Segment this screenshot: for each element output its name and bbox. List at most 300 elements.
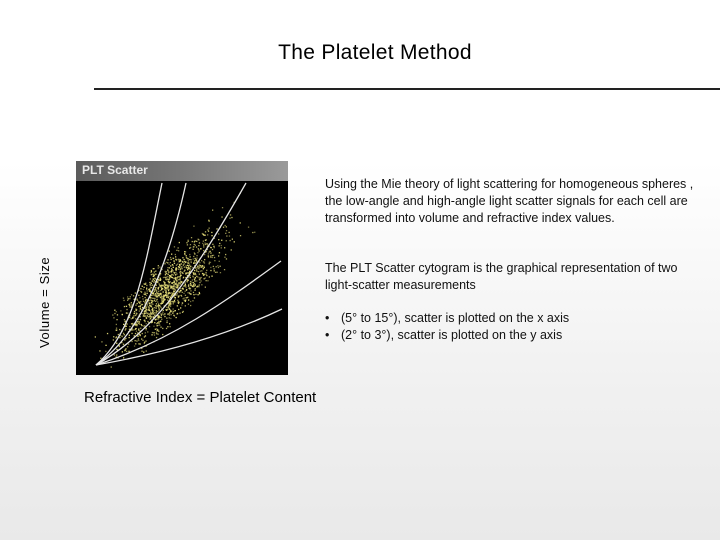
scatter-point (101, 341, 102, 342)
scatter-point (179, 242, 180, 243)
scatter-point (202, 233, 203, 234)
scatter-point (218, 239, 219, 240)
scatter-point (205, 244, 206, 245)
scatter-point (171, 286, 172, 287)
scatter-point (151, 271, 152, 272)
scatter-point (176, 268, 177, 269)
scatter-point (151, 305, 152, 306)
scatter-point (124, 306, 125, 307)
scatter-point (141, 338, 142, 339)
scatter-point (213, 266, 214, 267)
scatter-point (124, 334, 125, 335)
scatter-point (158, 321, 159, 322)
scatter-point (183, 264, 184, 265)
scatter-point (164, 299, 165, 300)
scatter-point (134, 313, 135, 314)
scatter-point (157, 301, 158, 302)
scatter-point (137, 299, 138, 300)
scatter-point (178, 296, 179, 297)
scatter-point (151, 302, 152, 303)
scatter-point (138, 319, 139, 320)
scatter-point (156, 290, 157, 291)
scatter-point (178, 309, 179, 310)
scatter-point (175, 286, 176, 287)
scatter-point (116, 336, 117, 337)
scatter-point (191, 237, 192, 238)
scatter-point (154, 334, 155, 335)
scatter-point (126, 351, 127, 352)
scatter-point (178, 284, 179, 285)
scatter-point (113, 339, 114, 340)
scatter-point (171, 287, 172, 288)
scatter-point (144, 302, 145, 303)
scatter-point (155, 271, 156, 272)
scatter-point (203, 244, 204, 245)
scatter-point (133, 295, 134, 296)
scatter-point (139, 310, 140, 311)
scatter-point (153, 326, 154, 327)
scatter-point (185, 291, 186, 292)
scatter-point (173, 308, 174, 309)
scatter-point (158, 267, 159, 268)
scatter-point (164, 289, 165, 290)
scatter-point (221, 216, 222, 217)
scatter-point (197, 252, 198, 253)
scatter-point (190, 256, 191, 257)
scatter-point (188, 267, 189, 268)
scatter-point (162, 288, 163, 289)
scatter-point (131, 323, 132, 324)
scatter-point (155, 301, 156, 302)
scatter-point (163, 301, 164, 302)
scatter-point (155, 305, 156, 306)
scatter-point (133, 315, 134, 316)
scatter-point (195, 274, 196, 275)
scatter-point (168, 286, 169, 287)
scatter-point (185, 285, 186, 286)
scatter-point (137, 336, 138, 337)
scatter-point (167, 276, 168, 277)
scatter-point (195, 267, 196, 268)
scatter-point (194, 283, 195, 284)
scatter-point (170, 302, 171, 303)
scatter-point (127, 296, 128, 297)
scatter-point (208, 231, 209, 232)
scatter-point (177, 264, 178, 265)
scatter-point (151, 313, 152, 314)
scatter-point (152, 332, 153, 333)
scatter-point (137, 321, 138, 322)
scatter-point (212, 255, 213, 256)
scatter-point (129, 298, 130, 299)
scatter-point (178, 283, 179, 284)
scatter-point (147, 331, 148, 332)
scatter-point (190, 244, 191, 245)
scatter-point (175, 256, 176, 257)
scatter-point (148, 316, 149, 317)
scatter-point (135, 315, 136, 316)
scatter-point (180, 281, 181, 282)
scatter-point (162, 328, 163, 329)
scatter-point (174, 283, 175, 284)
scatter-point (132, 323, 133, 324)
scatter-point (198, 249, 199, 250)
scatter-point (144, 311, 145, 312)
scatter-point (173, 284, 174, 285)
scatter-point (135, 324, 136, 325)
scatter-point (146, 318, 147, 319)
scatter-point (99, 350, 100, 351)
scatter-point (157, 325, 158, 326)
scatter-point (114, 313, 115, 314)
scatter-point (130, 296, 131, 297)
scatter-point (168, 290, 169, 291)
scatter-point (176, 294, 177, 295)
scatter-point (166, 279, 167, 280)
scatter-point (209, 276, 210, 277)
scatter-point (178, 259, 179, 260)
scatter-point (212, 249, 213, 250)
scatter-point (254, 232, 255, 233)
scatter-point (185, 305, 186, 306)
scatter-point (151, 283, 152, 284)
list-item (325, 310, 569, 327)
scatter-point (187, 269, 188, 270)
scatter-point (186, 242, 187, 243)
scatter-point (191, 281, 192, 282)
scatter-point (140, 319, 141, 320)
scatter-point (214, 247, 215, 248)
scatter-point (148, 309, 149, 310)
scatter-point (128, 351, 129, 352)
scatter-point (164, 277, 165, 278)
scatter-point (194, 290, 195, 291)
scatter-point (202, 266, 203, 267)
scatter-point (167, 267, 168, 268)
scatter-point (144, 316, 145, 317)
scatter-point (145, 335, 146, 336)
scatter-point (216, 272, 217, 273)
scatter-point (231, 249, 232, 250)
scatter-point (105, 345, 106, 346)
scatter-point (119, 329, 120, 330)
scatter-point (116, 319, 117, 320)
scatter-point (189, 259, 190, 260)
scatter-point (200, 265, 201, 266)
scatter-point (224, 269, 225, 270)
scatter-point (171, 282, 172, 283)
scatter-point (156, 332, 157, 333)
scatter-point (107, 333, 108, 334)
scatter-point (153, 279, 154, 280)
scatter-point (125, 338, 126, 339)
scatter-point (167, 262, 168, 263)
scatter-point (183, 278, 184, 279)
bullet-icon: • (325, 328, 330, 342)
scatter-point (148, 289, 149, 290)
scatter-point (190, 284, 191, 285)
scatter-point (170, 275, 171, 276)
scatter-point (152, 310, 153, 311)
scatter-point (194, 279, 195, 280)
scatter-point (160, 290, 161, 291)
scatter-point (153, 276, 154, 277)
scatter-point (169, 314, 170, 315)
scatter-point (166, 288, 167, 289)
scatter-point (187, 267, 188, 268)
scatter-point (171, 292, 172, 293)
scatter-point (184, 263, 185, 264)
scatter-point (142, 296, 143, 297)
scatter-point (197, 286, 198, 287)
scatter-point (252, 232, 253, 233)
scatter-point (204, 259, 205, 260)
scatter-point (126, 323, 127, 324)
scatter-point (200, 248, 201, 249)
scatter-point (168, 274, 169, 275)
scatter-point (173, 278, 174, 279)
scatter-point (167, 320, 168, 321)
scatter-point (169, 282, 170, 283)
scatter-point (171, 254, 172, 255)
scatter-point (149, 315, 150, 316)
scatter-point (226, 235, 227, 236)
scatter-point (184, 285, 185, 286)
scatter-point (145, 294, 146, 295)
scatter-point (202, 265, 203, 266)
scatter-point (205, 274, 206, 275)
scatter-point (158, 291, 159, 292)
scatter-point (190, 275, 191, 276)
scatter-point (150, 297, 151, 298)
scatter-point (169, 305, 170, 306)
scatter-point (176, 269, 177, 270)
scatter-point (128, 304, 129, 305)
scatter-point (184, 298, 185, 299)
scatter-point (188, 286, 189, 287)
scatter-point (168, 272, 169, 273)
scatter-point (190, 266, 191, 267)
scatter-point (135, 318, 136, 319)
scatter-point (158, 304, 159, 305)
scatter-point (169, 303, 170, 304)
scatter-point (187, 281, 188, 282)
scatter-point (176, 279, 177, 280)
scatter-point (163, 292, 164, 293)
scatter-point (196, 246, 197, 247)
scatter-point (154, 300, 155, 301)
scatter-point (190, 290, 191, 291)
scatter-point (169, 278, 170, 279)
scatter-point (116, 324, 117, 325)
scatter-point (217, 265, 218, 266)
scatter-point (159, 321, 160, 322)
scatter-point (196, 269, 197, 270)
scatter-point (134, 345, 135, 346)
scatter-point (146, 328, 147, 329)
scatter-point (124, 350, 125, 351)
scatter-point (127, 300, 128, 301)
scatter-point (136, 309, 137, 310)
scatter-point (216, 228, 217, 229)
scatter-point (123, 344, 124, 345)
scatter-point (181, 296, 182, 297)
scatter-point (147, 290, 148, 291)
scatter-point (201, 260, 202, 261)
scatter-point (180, 260, 181, 261)
scatter-point (158, 307, 159, 308)
scatter-point (136, 331, 137, 332)
scatter-point (167, 299, 168, 300)
cytogram-header-label: PLT Scatter (82, 163, 148, 177)
scatter-point (199, 284, 200, 285)
scatter-point (162, 312, 163, 313)
scatter-point (161, 295, 162, 296)
scatter-point (131, 330, 132, 331)
scatter-point (200, 280, 201, 281)
scatter-point (138, 338, 139, 339)
scatter-point (190, 283, 191, 284)
scatter-point (211, 232, 212, 233)
scatter-point (169, 251, 170, 252)
scatter-point (136, 328, 137, 329)
scatter-point (210, 255, 211, 256)
scatter-point (194, 270, 195, 271)
scatter-point (178, 261, 179, 262)
scatter-point (209, 252, 210, 253)
scatter-point (190, 247, 191, 248)
scatter-point (189, 271, 190, 272)
scatter-point (198, 286, 199, 287)
scatter-point (146, 312, 147, 313)
scatter-point (191, 259, 192, 260)
scatter-point (165, 271, 166, 272)
scatter-point (100, 358, 101, 359)
scatter-point (129, 306, 130, 307)
scatter-point (117, 314, 118, 315)
scatter-point (197, 268, 198, 269)
scatter-point (197, 266, 198, 267)
scatter-point (151, 295, 152, 296)
scatter-point (161, 315, 162, 316)
scatter-point (198, 245, 199, 246)
scatter-point (163, 295, 164, 296)
scatter-point (212, 257, 213, 258)
scatter-point (179, 313, 180, 314)
scatter-point (189, 292, 190, 293)
scatter-point (211, 276, 212, 277)
scatter-point (152, 312, 153, 313)
scatter-point (122, 314, 123, 315)
scatter-point (201, 270, 202, 271)
scatter-point (206, 280, 207, 281)
scatter-point (207, 229, 208, 230)
scatter-point (171, 277, 172, 278)
scatter-point (226, 230, 227, 231)
scatter-point (169, 264, 170, 265)
scatter-point (195, 262, 196, 263)
scatter-point (206, 275, 207, 276)
scatter-point (156, 306, 157, 307)
scatter-point (226, 240, 227, 241)
scatter-point (156, 303, 157, 304)
scatter-point (150, 311, 151, 312)
plt-scatter-cytogram (76, 161, 288, 375)
scatter-point (157, 299, 158, 300)
scatter-point (154, 274, 155, 275)
scatter-point (169, 284, 170, 285)
scatter-point (188, 265, 189, 266)
scatter-point (111, 366, 112, 367)
scatter-point (164, 316, 165, 317)
scatter-point (150, 300, 151, 301)
scatter-point (121, 335, 122, 336)
scatter-point (129, 337, 130, 338)
scatter-point (169, 292, 170, 293)
scatter-point (153, 282, 154, 283)
scatter-point (149, 305, 150, 306)
scatter-point (165, 272, 166, 273)
scatter-point (181, 266, 182, 267)
scatter-point (138, 323, 139, 324)
scatter-point (191, 262, 192, 263)
scatter-point (154, 322, 155, 323)
scatter-point (149, 326, 150, 327)
scatter-point (143, 316, 144, 317)
scatter-point (215, 272, 216, 273)
scatter-point (157, 322, 158, 323)
scatter-point (164, 286, 165, 287)
scatter-point (155, 329, 156, 330)
scatter-point (173, 258, 174, 259)
scatter-point (189, 254, 190, 255)
scatter-point (194, 260, 195, 261)
scatter-point (180, 273, 181, 274)
scatter-point (169, 275, 170, 276)
scatter-point (188, 299, 189, 300)
scatter-point (140, 343, 141, 344)
scatter-point (138, 306, 139, 307)
scatter-point (152, 311, 153, 312)
scatter-point (213, 246, 214, 247)
scatter-point (158, 331, 159, 332)
scatter-point (169, 267, 170, 268)
scatter-point (151, 274, 152, 275)
scatter-point (180, 271, 181, 272)
scatter-point (128, 344, 129, 345)
scatter-point (140, 308, 141, 309)
scatter-point (240, 235, 241, 236)
scatter-point (166, 307, 167, 308)
scatter-point (159, 317, 160, 318)
scatter-point (167, 294, 168, 295)
scatter-point (144, 320, 145, 321)
scatter-point (143, 352, 144, 353)
scatter-point (156, 318, 157, 319)
scatter-point (177, 313, 178, 314)
scatter-point (212, 244, 213, 245)
scatter-point (157, 296, 158, 297)
scatter-point (188, 258, 189, 259)
scatter-point (185, 262, 186, 263)
scatter-point (173, 272, 174, 273)
scatter-point (156, 308, 157, 309)
scatter-point (180, 290, 181, 291)
scatter-point (162, 313, 163, 314)
scatter-point (142, 286, 143, 287)
scatter-point (119, 337, 120, 338)
scatter-point (155, 293, 156, 294)
